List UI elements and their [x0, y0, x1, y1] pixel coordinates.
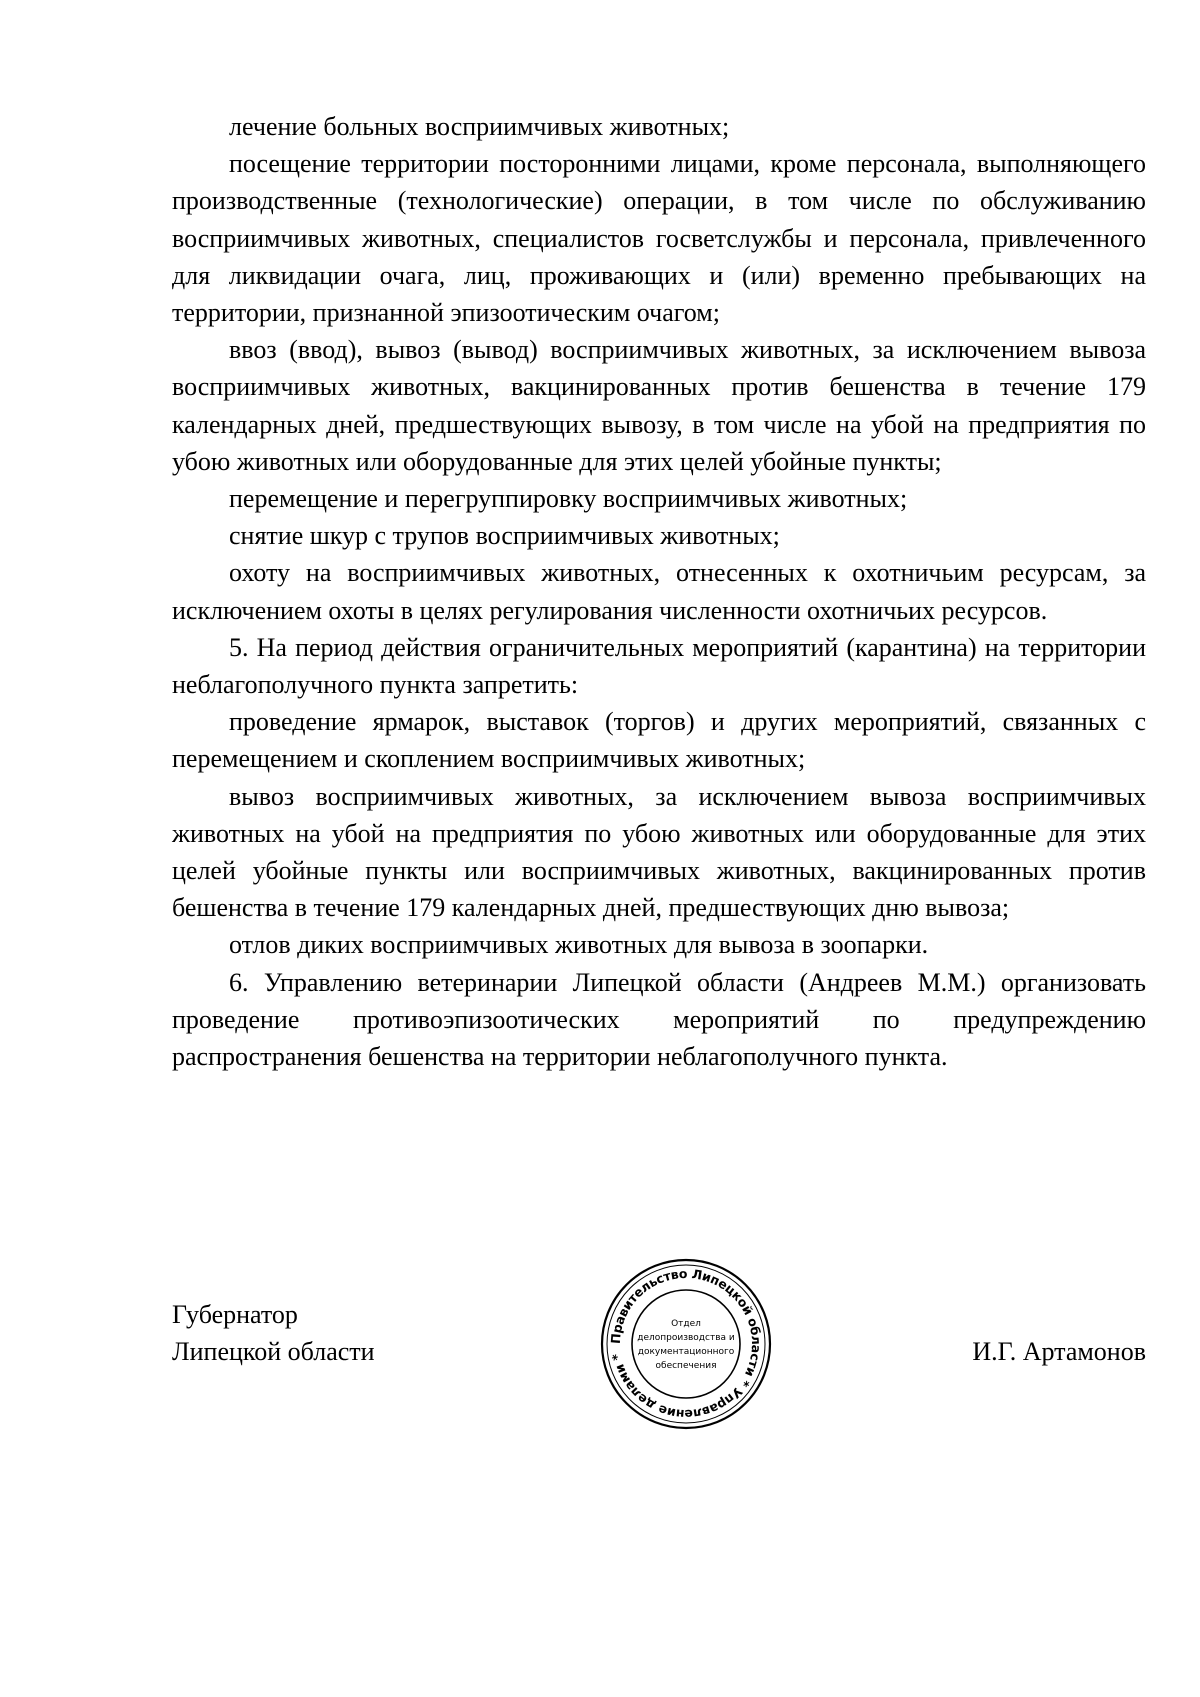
- position-line: Губернатор: [172, 1300, 298, 1329]
- signatory-position: [172, 1296, 375, 1370]
- paragraph: перемещение и перегруппировку восприимчивых животных;: [229, 484, 908, 514]
- paragraph: отлов диких восприимчивых животных для вывоза в зоопарки.: [229, 930, 929, 960]
- stamp-inner-line: обеспечения: [655, 1361, 717, 1371]
- stamp-inner-line: делопроизводства и: [637, 1333, 735, 1343]
- paragraph: проведение ярмарок, выставок (торгов) и других мероприятий, связанных с перемещением и скоплением восприимчивых животных;: [172, 707, 1146, 774]
- signatory-name: И.Г. Артамонов: [972, 1337, 1146, 1366]
- document-body: [172, 108, 1146, 1075]
- stamp-inner-line: Отдел: [671, 1319, 701, 1329]
- stamp-outer-text: Правительство Липецкой области * Управление делами *: [607, 1265, 765, 1423]
- stamp-inner-line: документационного: [637, 1347, 735, 1357]
- paragraph: охоту на восприимчивых животных, отнесенных к охотничьим ресурсам, за исключением охоты в целях регулирования численности охотничьих ресурсов.: [172, 558, 1146, 625]
- paragraph: вывоз восприимчивых животных, за исключением вывоза восприимчивых животных на убой на предприятия по убою животных или оборудованные для этих целей убойные пункты или восприимчивых животных, вакцинированных против бешенства в течение 179 календарных дней, предшествующих дню вывоза;: [172, 781, 1146, 923]
- stamp-outer-ring: [607, 1265, 765, 1423]
- position-line: Липецкой области: [172, 1337, 375, 1367]
- paragraph: 6. Управлению ветеринарии Липецкой области (Андреев М.М.) организовать проведение противоэпизоотических мероприятий по предупреждению распространения бешенства на территории неблагополучного пункта.: [172, 967, 1146, 1072]
- stamp-outer-ring: [602, 1260, 770, 1428]
- paragraph: ввоз (ввод), вывоз (вывод) восприимчивых животных, за исключением вывоза восприимчивых животных, вакцинированных против бешенства в течение 179 календарных дней, предшествующих вывозу, в том числе на убой на предприятия по убою животных или оборудованные для этих целей убойные пункты;: [172, 335, 1146, 476]
- paragraph: снятие шкур с трупов восприимчивых животных;: [229, 521, 780, 551]
- stamp-inner-ring: [632, 1290, 740, 1398]
- official-stamp: [598, 1256, 774, 1432]
- paragraph: 5. На период действия ограничительных мероприятий (карантина) на территории неблагополучного пункта запретить:: [172, 632, 1146, 700]
- paragraph: посещение территории посторонними лицами, кроме персонала, выполняющего производственные (технологические) операции, в том числе по обслуживанию восприимчивых животных, специалистов госветслужбы и персонала, привлеченного для ликвидации очага, лиц, проживающих и (или) временно пребывающих на территории, признанной эпизоотическим очагом;: [172, 149, 1146, 328]
- paragraph: лечение больных восприимчивых животных;: [229, 112, 730, 141]
